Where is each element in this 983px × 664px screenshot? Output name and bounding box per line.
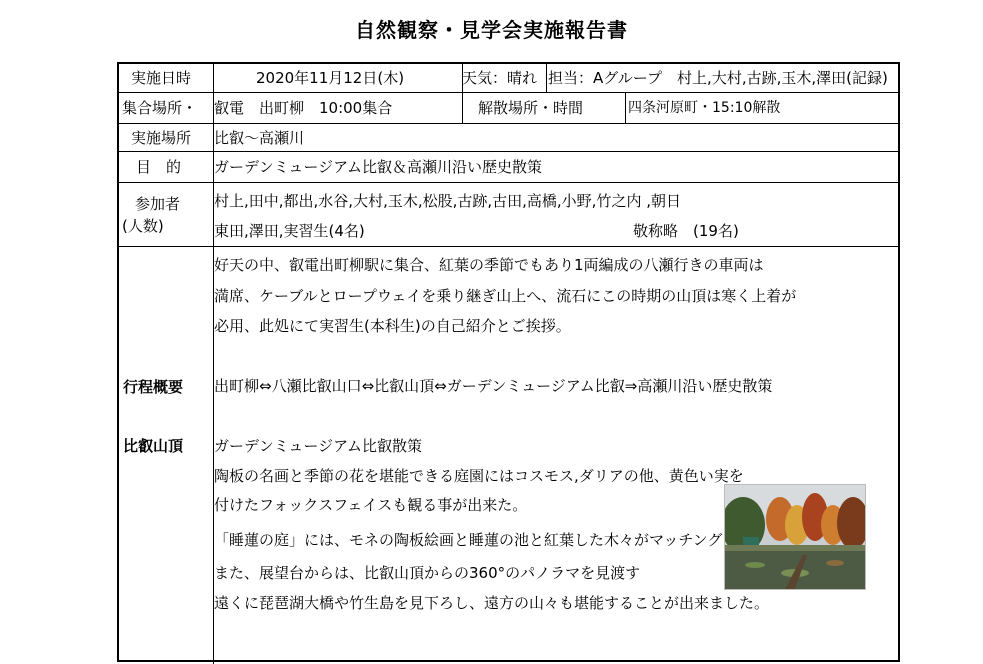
weather-value: 天気：晴れ [462,69,538,87]
summit-line5: また、展望台からは、比叡山頂からの360°のパノラマを見渡す [214,564,641,582]
meeting-value: 叡電 出町柳 10:00集合 [214,99,393,117]
itinerary-value: 出町柳⇔八瀬比叡山口⇔比叡山頂⇔ガーデンミュージアム比叡⇒高瀬川沿い歴史散策 [214,377,773,395]
date-value: 2020年11月12日(木) [256,69,405,87]
members-count-label: (人数) [122,217,164,235]
purpose-label: 目 的 [136,158,182,176]
place-label: 実施場所 [131,129,192,147]
members-note: 敬称略 (19名) [633,222,739,240]
summit-line4: 「睡蓮の庭」には、モネの陶板絵画と睡蓮の池と紅葉した木々がマッチング [214,531,723,549]
purpose-value: ガーデンミュージアム比叡＆高瀬川沿い歴史散策 [214,158,543,176]
staff-value: 担当：Aグループ 村上,大村,古跡,玉木,澤田(記録) [548,69,888,87]
body-para1: 好天の中、叡電出町柳駅に集合、紅葉の季節でもあり1両編成の八瀬行きの車両は [214,256,764,274]
report-title: 自然観察・見学会実施報告書 [355,18,628,42]
summit-line3: 付けたフォックスフェイスも観る事が出来た。 [214,496,528,514]
dismiss-value: 四条河原町・15:10解散 [628,100,781,116]
meeting-label: 集合場所・ [122,99,198,117]
garden-photo [724,484,866,590]
body-para3: 必用、此処にて実習生(本科生)の自己紹介とご挨拶。 [214,317,571,335]
members-label: 参加者 [135,195,181,213]
members-line1: 村上,田中,都出,水谷,大村,玉木,松股,古跡,古田,高橋,小野,竹之内 ,朝日 [214,192,681,210]
dismiss-label: 解散場所・時間 [478,99,584,117]
itinerary-label: 行程概要 [123,378,184,396]
summit-line2: 陶板の名画と季節の花を堪能できる庭園にはコスモス,ダリアの他、黄色い実を [214,467,744,485]
summit-line6: 遠くに琵琶湖大橋や竹生島を見下ろし、遠方の山々も堪能することが出来ました。 [214,594,770,612]
summit-label: 比叡山頂 [123,437,184,455]
body-para2: 満席、ケーブルとロープウェイを乗り継ぎ山上へ、流石にこの時期の山頂は寒く上着が [214,287,797,305]
members-line2: 東田,澤田,実習生(4名) [214,222,365,240]
place-value: 比叡～高瀬川 [214,129,305,147]
summit-line1: ガーデンミュージアム比叡散策 [214,437,423,455]
date-label: 実施日時 [131,69,192,87]
